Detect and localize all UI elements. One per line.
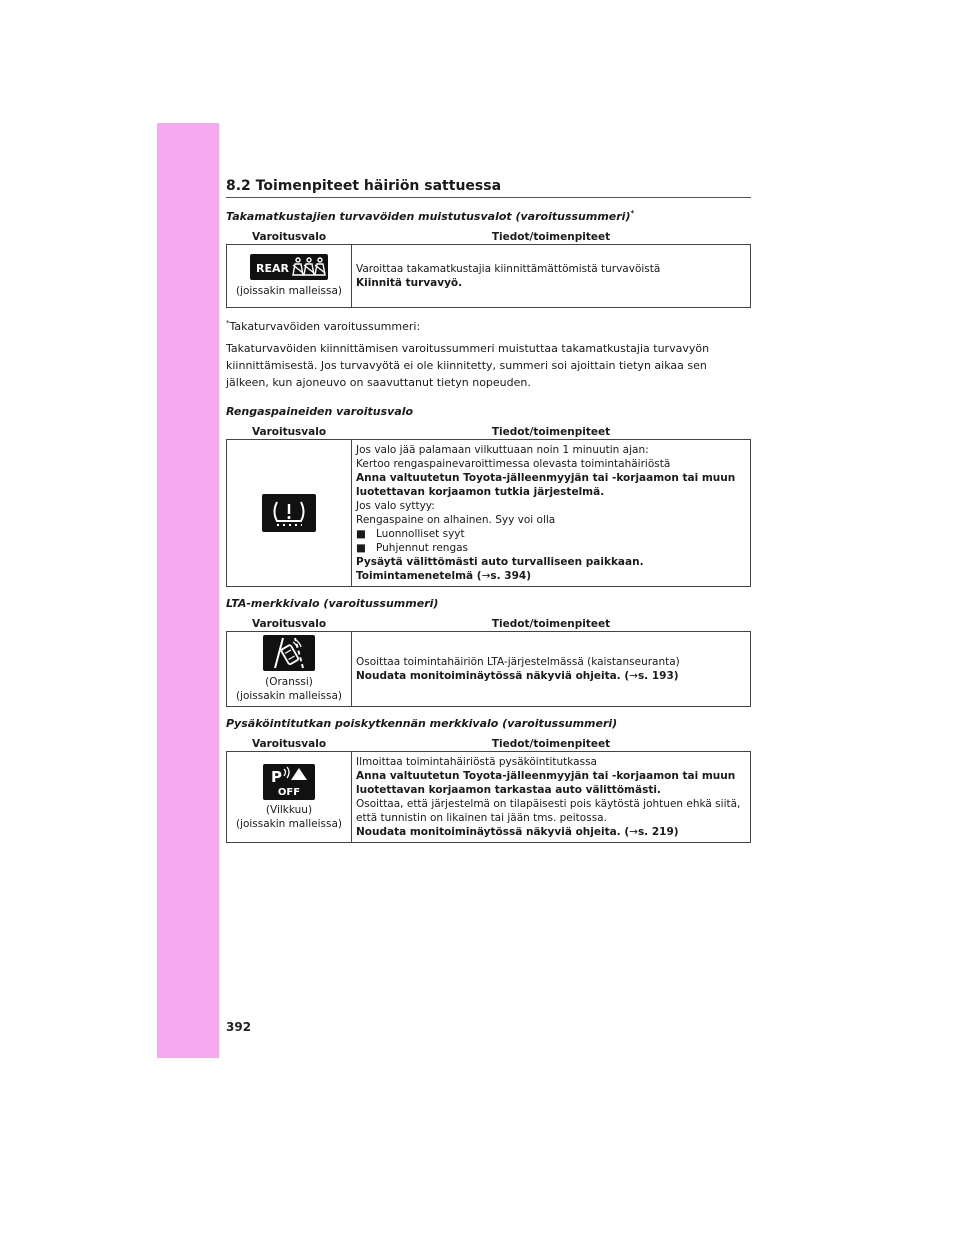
ref-suffix: ) <box>526 570 532 582</box>
footnote-mark: * <box>226 319 230 327</box>
light-cell <box>227 245 352 308</box>
table-row <box>227 245 751 308</box>
info-text: Osoittaa, että järjestelmä on tilapäisesti pois käytöstä johtuen ehkä siitä, että tunnistin on likainen tai jään tms. peitossa. <box>356 798 741 824</box>
info-text: Osoittaa toimintahäiriön LTA-järjestelmässä (kaistanseuranta) <box>356 656 680 668</box>
bullet: ■ <box>356 528 366 540</box>
lane-tracing-assist-icon <box>263 635 315 671</box>
body-paragraph: Takaturvavöiden kiinnittämisen varoitussummeri muistuttaa takamatkustajia turvavyön kiinnittämisestä. Jos turvavyötä ei ole kiinnitetty, summeri soi ajoittain tietyn aikaa sen jälkeen, kun ajoneuvo on saavuttanut tietyn nopeuden. <box>226 342 710 389</box>
table-row <box>227 440 751 587</box>
light-cell <box>227 752 352 843</box>
tire-pressure-table <box>226 424 751 587</box>
info-text: Jos valo jää palamaan vilkuttuaan noin 1 minuutin ajan: <box>356 444 649 456</box>
col-header-light: Varoitusvalo <box>227 616 352 632</box>
footnote <box>226 316 751 334</box>
info-text: Jos valo syttyy: <box>356 500 435 512</box>
col-header-info: Tiedot/toimenpiteet <box>352 736 751 752</box>
ref-suffix: ) <box>673 670 679 682</box>
col-header-info: Tiedot/toimenpiteet <box>352 616 751 632</box>
page-content <box>226 178 751 843</box>
rear-seatbelt-reminder-icon <box>250 254 328 280</box>
lta-title: LTA-merkkivalo (varoitussummeri) <box>226 597 439 610</box>
table-header-row <box>227 424 751 440</box>
page-reference <box>356 825 746 839</box>
footnote-text: Takaturvavöiden varoitussummeri: <box>229 320 421 333</box>
info-text: Kertoo rengaspainevaroittimessa olevasta toimintahäiriöstä <box>356 458 671 470</box>
ref-link[interactable]: s. 219 <box>637 826 674 838</box>
info-text: Varoittaa takamatkustajia kiinnittämättömistä turvavöistä <box>356 263 661 275</box>
info-text: Ilmoittaa toimintahäiriöstä pysäköintitutkassa <box>356 756 597 768</box>
ref-link[interactable]: s. 394 <box>490 570 527 582</box>
page-number: 392 <box>226 1020 252 1034</box>
ref-prefix: Noudata monitoiminäytössä näkyviä ohjeita. ( <box>356 670 630 682</box>
info-action: Kiinnitä turvavyö. <box>356 277 463 289</box>
info-text: Rengaspaine on alhainen. Syy voi olla <box>356 514 556 526</box>
list-item <box>356 541 746 555</box>
icon-caption: (joissakin malleissa) <box>235 817 343 830</box>
rear-seatbelt-title <box>226 206 751 224</box>
footnote-mark: * <box>630 209 635 217</box>
ref-prefix: Toimintamenetelmä ( <box>356 570 482 582</box>
icon-caption: (Vilkkuu) <box>265 803 313 816</box>
parking-sensor-table <box>226 736 751 843</box>
lta-table <box>226 616 751 707</box>
section-header: 8.2 Toimenpiteet häiriön sattuessa <box>226 178 751 198</box>
info-cell <box>352 440 751 587</box>
info-cell <box>352 632 751 707</box>
col-header-light: Varoitusvalo <box>227 736 352 752</box>
table-header-row <box>227 736 751 752</box>
parking-icon-off-label: OFF <box>277 786 301 798</box>
icon-caption: (joissakin malleissa) <box>235 285 343 297</box>
rear-seatbelt-title-text: Takamatkustajien turvavöiden muistutusvalot (varoitussummeri) <box>226 210 631 223</box>
info-action: Anna valtuutetun Toyota-jälleenmyyjän tai -korjaamon tai muun luotettavan korjaamon tutkia järjestelmä. <box>356 472 736 498</box>
table-row <box>227 632 751 707</box>
ref-link[interactable]: s. 193 <box>637 670 674 682</box>
icon-caption: (Oranssi) <box>265 676 313 688</box>
margin-strip <box>157 123 219 1058</box>
page-reference <box>356 669 746 683</box>
parking-sensor-off-icon <box>263 764 315 800</box>
rear-seatbelt-table <box>226 229 751 308</box>
col-header-info: Tiedot/toimenpiteet <box>352 229 751 245</box>
tire-pressure-title: Rengaspaineiden varoitusvalo <box>226 405 414 418</box>
arrow-icon: → <box>481 570 491 582</box>
col-header-light: Varoitusvalo <box>227 424 352 440</box>
info-cell <box>352 245 751 308</box>
arrow-icon: → <box>629 826 638 838</box>
table-header-row <box>227 229 751 245</box>
col-header-info: Tiedot/toimenpiteet <box>352 424 751 440</box>
bullet: ■ <box>356 542 366 554</box>
bullet-text: Puhjennut rengas <box>376 542 469 554</box>
bullet-text: Luonnolliset syyt <box>376 528 465 540</box>
light-cell <box>227 632 352 707</box>
arrow-icon: → <box>629 670 638 682</box>
parking-sensor-title: Pysäköintitutkan poiskytkennän merkkivalo (varoitussummeri) <box>226 717 618 730</box>
tire-pressure-warning-icon <box>262 494 316 532</box>
ref-suffix: ) <box>673 826 679 838</box>
rear-icon-text: REAR <box>256 262 289 275</box>
parking-icon-letter: P <box>271 767 282 786</box>
info-action: Pysäytä välittömästi auto turvalliseen paikkaan. <box>356 556 644 568</box>
page-reference <box>356 569 746 583</box>
ref-prefix: Noudata monitoiminäytössä näkyviä ohjeita. ( <box>356 826 630 838</box>
col-header-light: Varoitusvalo <box>227 229 352 245</box>
table-row <box>227 752 751 843</box>
table-header-row <box>227 616 751 632</box>
list-item <box>356 527 746 541</box>
info-cell <box>352 752 751 843</box>
info-action: Anna valtuutetun Toyota-jälleenmyyjän tai -korjaamon tai muun luotettavan korjaamon tarkastaa auto välittömästi. <box>356 770 736 796</box>
light-cell <box>227 440 352 587</box>
icon-caption: (joissakin malleissa) <box>235 690 343 702</box>
